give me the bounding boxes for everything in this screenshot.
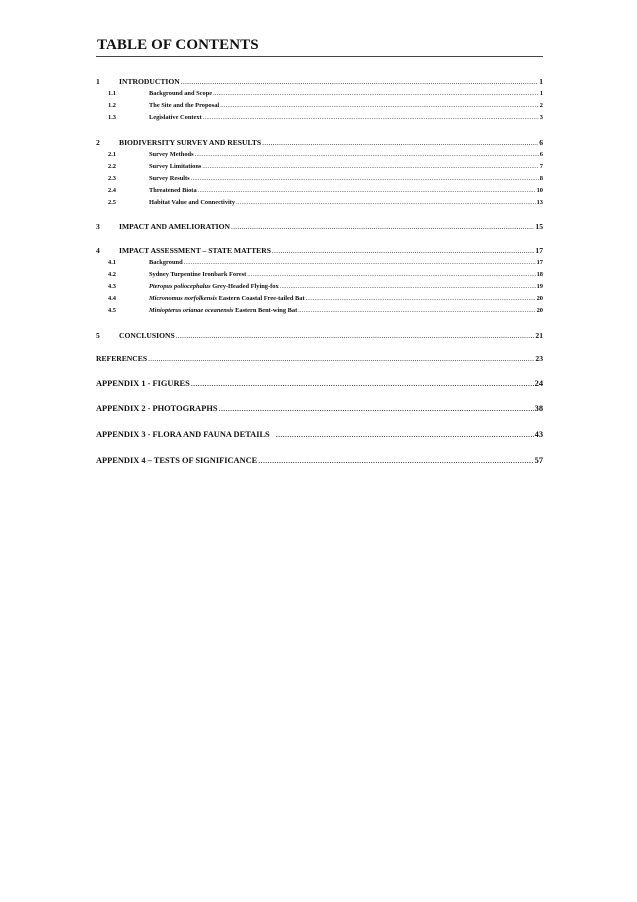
- page-number: 17: [536, 259, 543, 266]
- page-title: TABLE OF CONTENTS: [97, 37, 259, 53]
- leader-dots: [191, 175, 539, 182]
- subsection-title: [149, 295, 305, 302]
- appendix-title: APPENDIX 4 – TESTS OF SIGNIFICANCE: [96, 456, 258, 465]
- page-number: 7: [539, 163, 543, 170]
- leader-dots: [258, 456, 533, 465]
- leader-dots: [202, 163, 538, 170]
- leader-dots: [213, 90, 539, 97]
- page-number: 43: [534, 430, 543, 439]
- section-title: INTRODUCTION: [119, 77, 180, 86]
- page-number: 6: [539, 151, 543, 158]
- page-number: 24: [534, 379, 543, 388]
- leader-dots: [262, 138, 538, 147]
- page-number: 19: [536, 283, 543, 290]
- leader-dots: [247, 271, 535, 278]
- species-name: Micronomus norfolkensis: [149, 295, 218, 302]
- subsection-number: 2.2: [108, 163, 116, 170]
- leader-dots: [231, 222, 534, 231]
- page-number: 20: [536, 295, 543, 302]
- leader-dots: [236, 199, 536, 206]
- toc-subsection-2-1[interactable]: [96, 151, 543, 160]
- toc-appendix-1[interactable]: [96, 379, 543, 390]
- page-number: 6: [539, 138, 543, 147]
- subsection-title: Survey Results: [149, 175, 190, 182]
- leader-dots: [272, 246, 534, 255]
- leader-dots: [195, 151, 539, 158]
- page-number: 3: [539, 114, 543, 121]
- toc-references[interactable]: [96, 354, 543, 364]
- subsection-number: 1.2: [108, 102, 116, 109]
- leader-dots: [148, 354, 534, 363]
- title-underline: [96, 56, 543, 57]
- subsection-number: 2.1: [108, 151, 116, 158]
- page-number: 17: [535, 246, 543, 255]
- subsection-number: 2.5: [108, 199, 116, 206]
- subsection-number: 1.3: [108, 114, 116, 121]
- subsection-number: 2.3: [108, 175, 116, 182]
- subsection-number: 4.4: [108, 295, 116, 302]
- subsection-title: The Site and the Proposal: [149, 102, 220, 109]
- toc-subsection-1-1[interactable]: [96, 90, 543, 99]
- page-number: 8: [539, 175, 543, 182]
- toc-section-1[interactable]: [96, 77, 543, 87]
- subsection-title: Background: [149, 259, 183, 266]
- section-number: 2: [96, 138, 100, 147]
- subsection-number: 4.5: [108, 307, 116, 314]
- page-number: 2: [539, 102, 543, 109]
- references-title: REFERENCES: [96, 354, 148, 363]
- leader-dots: [220, 102, 539, 109]
- subsection-title: Background and Scope: [149, 90, 213, 97]
- leader-dots: [203, 114, 539, 121]
- page-number: 15: [535, 222, 543, 231]
- page-number: 18: [536, 271, 543, 278]
- page-number: 1: [539, 90, 543, 97]
- species-name: Miniopterus orianae oceanensis: [149, 307, 234, 314]
- toc-subsection-2-5[interactable]: [96, 199, 543, 208]
- toc-subsection-4-2[interactable]: [96, 271, 543, 280]
- subsection-title: Threatened Biota: [149, 187, 197, 194]
- page-number: 1: [539, 77, 543, 86]
- toc-subsection-4-4[interactable]: [96, 295, 543, 304]
- leader-dots: [198, 187, 536, 194]
- toc-subsection-2-2[interactable]: [96, 163, 543, 172]
- toc-appendix-4[interactable]: [96, 456, 543, 467]
- toc-section-2[interactable]: [96, 138, 543, 148]
- page-number: 13: [536, 199, 543, 206]
- section-title: IMPACT AND AMELIORATION: [119, 222, 230, 231]
- toc-section-3[interactable]: [96, 222, 543, 232]
- page-number: 38: [534, 404, 543, 413]
- species-name: Pteropus poliocephalus: [149, 283, 211, 290]
- section-number: 5: [96, 331, 100, 340]
- subsection-title: Sydney Turpentine Ironbark Forest: [149, 271, 247, 278]
- section-title: IMPACT ASSESSMENT – STATE MATTERS: [119, 246, 271, 255]
- leader-dots: [219, 404, 534, 413]
- toc-subsection-2-4[interactable]: [96, 187, 543, 196]
- section-number: 1: [96, 77, 100, 86]
- toc-subsection-4-5[interactable]: [96, 307, 543, 316]
- toc-subsection-2-3[interactable]: [96, 175, 543, 184]
- page-number: 57: [534, 456, 543, 465]
- leader-dots: [176, 331, 535, 340]
- subsection-number: 2.4: [108, 187, 116, 194]
- common-name: Eastern Bent-wing Bat: [233, 307, 298, 314]
- leader-dots: [181, 77, 538, 86]
- subsection-title: [149, 307, 297, 314]
- appendix-title: APPENDIX 3 - FLORA AND FAUNA DETAILS: [96, 430, 270, 439]
- toc-subsection-1-3[interactable]: [96, 114, 543, 123]
- leader-dots: [298, 307, 535, 314]
- leader-dots: [276, 430, 534, 439]
- toc-appendix-3[interactable]: [96, 430, 543, 441]
- subsection-number: 4.2: [108, 271, 116, 278]
- toc-appendix-2[interactable]: [96, 404, 543, 415]
- appendix-title: APPENDIX 1 - FIGURES: [96, 379, 190, 388]
- section-number: 3: [96, 222, 100, 231]
- appendix-title: APPENDIX 2 - PHOTOGRAPHS: [96, 404, 218, 413]
- toc-section-5[interactable]: [96, 331, 543, 341]
- common-name: Eastern Coastal Free-tailed Bat: [217, 295, 305, 302]
- page-number: 23: [535, 354, 543, 363]
- subsection-title: Habitat Value and Connectivity: [149, 199, 236, 206]
- section-number: 4: [96, 246, 100, 255]
- leader-dots: [184, 259, 536, 266]
- leader-dots: [306, 295, 536, 302]
- common-name: Grey-Headed Flying-fox: [210, 283, 279, 290]
- subsection-number: 4.1: [108, 259, 116, 266]
- subsection-title: Survey Limitations: [149, 163, 202, 170]
- page-number: 20: [536, 307, 543, 314]
- toc-subsection-4-3[interactable]: [96, 283, 543, 292]
- page-number: 21: [535, 331, 543, 340]
- leader-dots: [280, 283, 536, 290]
- section-title: BIODIVERSITY SURVEY AND RESULTS: [119, 138, 262, 147]
- toc-subsection-1-2[interactable]: [96, 102, 543, 111]
- subsection-title: [149, 283, 279, 290]
- subsection-title: Legislative Context: [149, 114, 202, 121]
- subsection-number: 4.3: [108, 283, 116, 290]
- leader-dots: [191, 379, 534, 388]
- toc-section-4[interactable]: [96, 246, 543, 256]
- page-number: 10: [536, 187, 543, 194]
- subsection-number: 1.1: [108, 90, 116, 97]
- subsection-title: Survey Methods: [149, 151, 194, 158]
- section-title: CONCLUSIONS: [119, 331, 175, 340]
- toc-subsection-4-1[interactable]: [96, 259, 543, 268]
